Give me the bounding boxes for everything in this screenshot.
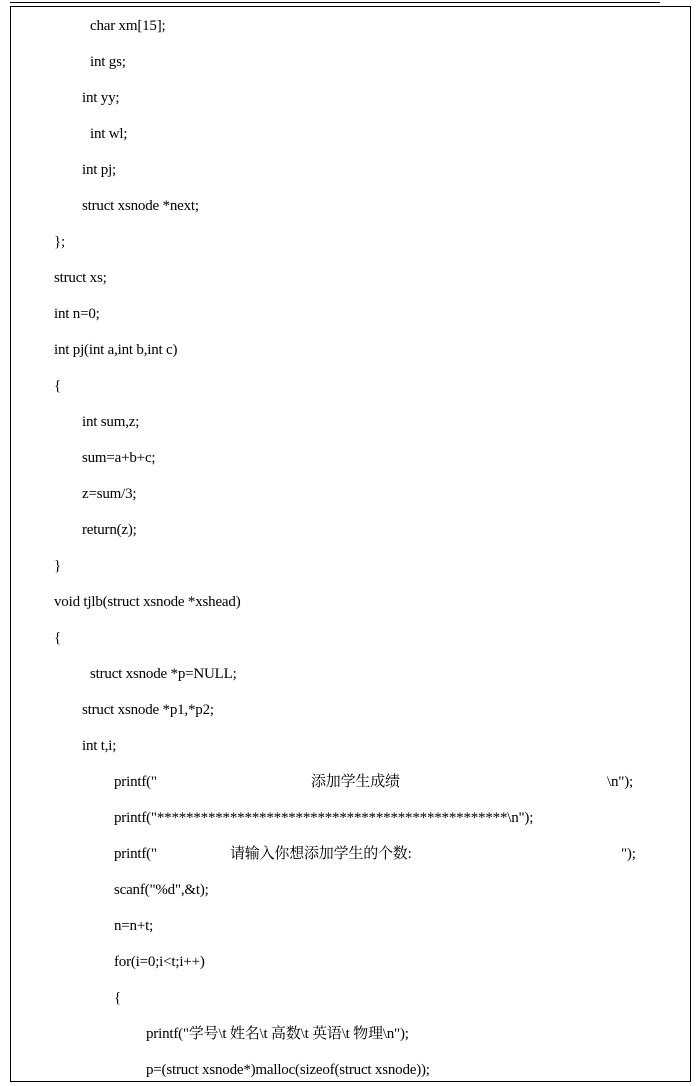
code-line: int t,i; xyxy=(82,738,117,754)
code-line: p=(struct xsnode*)malloc(sizeof(struct xsnode)); xyxy=(146,1062,430,1078)
code-line: for(i=0;i<t;i++) xyxy=(114,954,205,970)
printf-close: "); xyxy=(621,846,636,862)
code-line: int wl; xyxy=(90,126,128,142)
code-line: void tjlb(struct xsnode *xshead) xyxy=(54,594,241,610)
printf-open: printf(" xyxy=(114,774,157,790)
code-line: { xyxy=(54,378,61,394)
code-line: int yy; xyxy=(82,90,120,106)
code-line: scanf("%d",&t); xyxy=(114,882,209,898)
code-line: struct xsnode *next; xyxy=(82,198,199,214)
code-line: sum=a+b+c; xyxy=(82,450,156,466)
code-line: return(z); xyxy=(82,522,137,538)
code-line: }; xyxy=(54,234,65,250)
printf-stars-line: printf("************************************************\n"); xyxy=(114,810,534,826)
printf-close: \n"); xyxy=(607,774,633,790)
code-line: struct xsnode *p=NULL; xyxy=(90,666,237,682)
printf-title-text: 添加学生成绩 xyxy=(311,774,400,790)
code-line: { xyxy=(54,630,61,646)
printf-prompt-line xyxy=(114,845,644,863)
printf-title-line xyxy=(114,773,644,791)
code-line: z=sum/3; xyxy=(82,486,137,502)
code-line: { xyxy=(114,990,121,1006)
printf-prompt-text: 请输入你想添加学生的个数: xyxy=(230,846,412,862)
code-line: int n=0; xyxy=(54,306,100,322)
code-line: int gs; xyxy=(90,54,126,70)
code-line: printf("学号\t 姓名\t 高数\t 英语\t 物理\n"); xyxy=(146,1026,409,1042)
printf-open: printf(" xyxy=(114,846,157,862)
code-line: int pj; xyxy=(82,162,117,178)
code-line: char xm[15]; xyxy=(90,18,166,34)
code-line: int sum,z; xyxy=(82,414,140,430)
header-rule xyxy=(10,2,660,3)
code-line: int pj(int a,int b,int c) xyxy=(54,342,178,358)
code-line: struct xsnode *p1,*p2; xyxy=(82,702,214,718)
code-line: } xyxy=(54,558,61,574)
code-line: struct xs; xyxy=(54,270,107,286)
code-line: n=n+t; xyxy=(114,918,154,934)
